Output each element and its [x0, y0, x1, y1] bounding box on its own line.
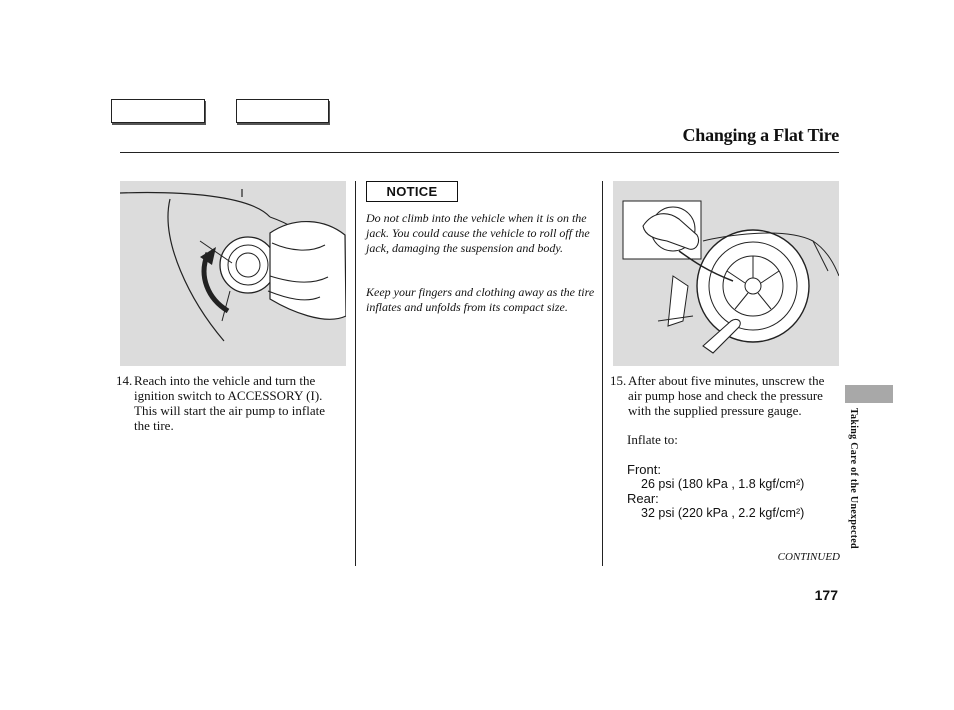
step-15-text: After about five minutes, unscrew the air pump hose and check the pressure with the supplied pressure gauge. — [628, 373, 825, 418]
step-15 — [610, 373, 838, 418]
step-15-number: 15. — [610, 373, 627, 388]
rear-pressure-value: 32 psi (220 kPa , 2.2 kgf/cm²) — [641, 506, 805, 520]
step-14-text: Reach into the vehicle and turn the ignition switch to ACCESSORY (I). This will start the air pump to inflate the tire. — [134, 373, 325, 433]
section-tab-label: Taking Care of the Unexpected — [848, 408, 859, 549]
nav-next-box[interactable] — [236, 99, 329, 123]
notice-paragraph-1: Do not climb into the vehicle when it is on the jack. You could cause the vehicle to roll off the jack, damaging the suspension and body. — [366, 211, 590, 255]
continued-marker: CONTINUED — [777, 551, 840, 563]
step-14 — [116, 373, 338, 433]
tire-pressure-drawing — [613, 181, 839, 366]
front-label: Front: — [627, 462, 661, 477]
column-divider-left — [355, 181, 356, 566]
column-divider-right — [602, 181, 603, 566]
front-pressure-value: 26 psi (180 kPa , 1.8 kgf/cm²) — [641, 477, 805, 491]
ignition-key-drawing — [120, 181, 346, 366]
page-title: Changing a Flat Tire — [682, 125, 839, 145]
step-14-number: 14. — [116, 373, 133, 388]
section-tab — [845, 385, 893, 403]
ignition-switch-illustration — [120, 181, 346, 366]
notice-paragraph-2: Keep your fingers and clothing away as the tire inflates and unfolds from its compact size. — [366, 285, 595, 314]
nav-previous-box[interactable] — [111, 99, 205, 123]
pressure-check-illustration — [613, 181, 839, 366]
page-number: 177 — [814, 587, 838, 603]
inflate-label: Inflate to: — [627, 432, 678, 447]
rear-label: Rear: — [627, 491, 659, 506]
notice-badge: NOTICE — [366, 181, 458, 202]
header-rule — [120, 152, 839, 153]
